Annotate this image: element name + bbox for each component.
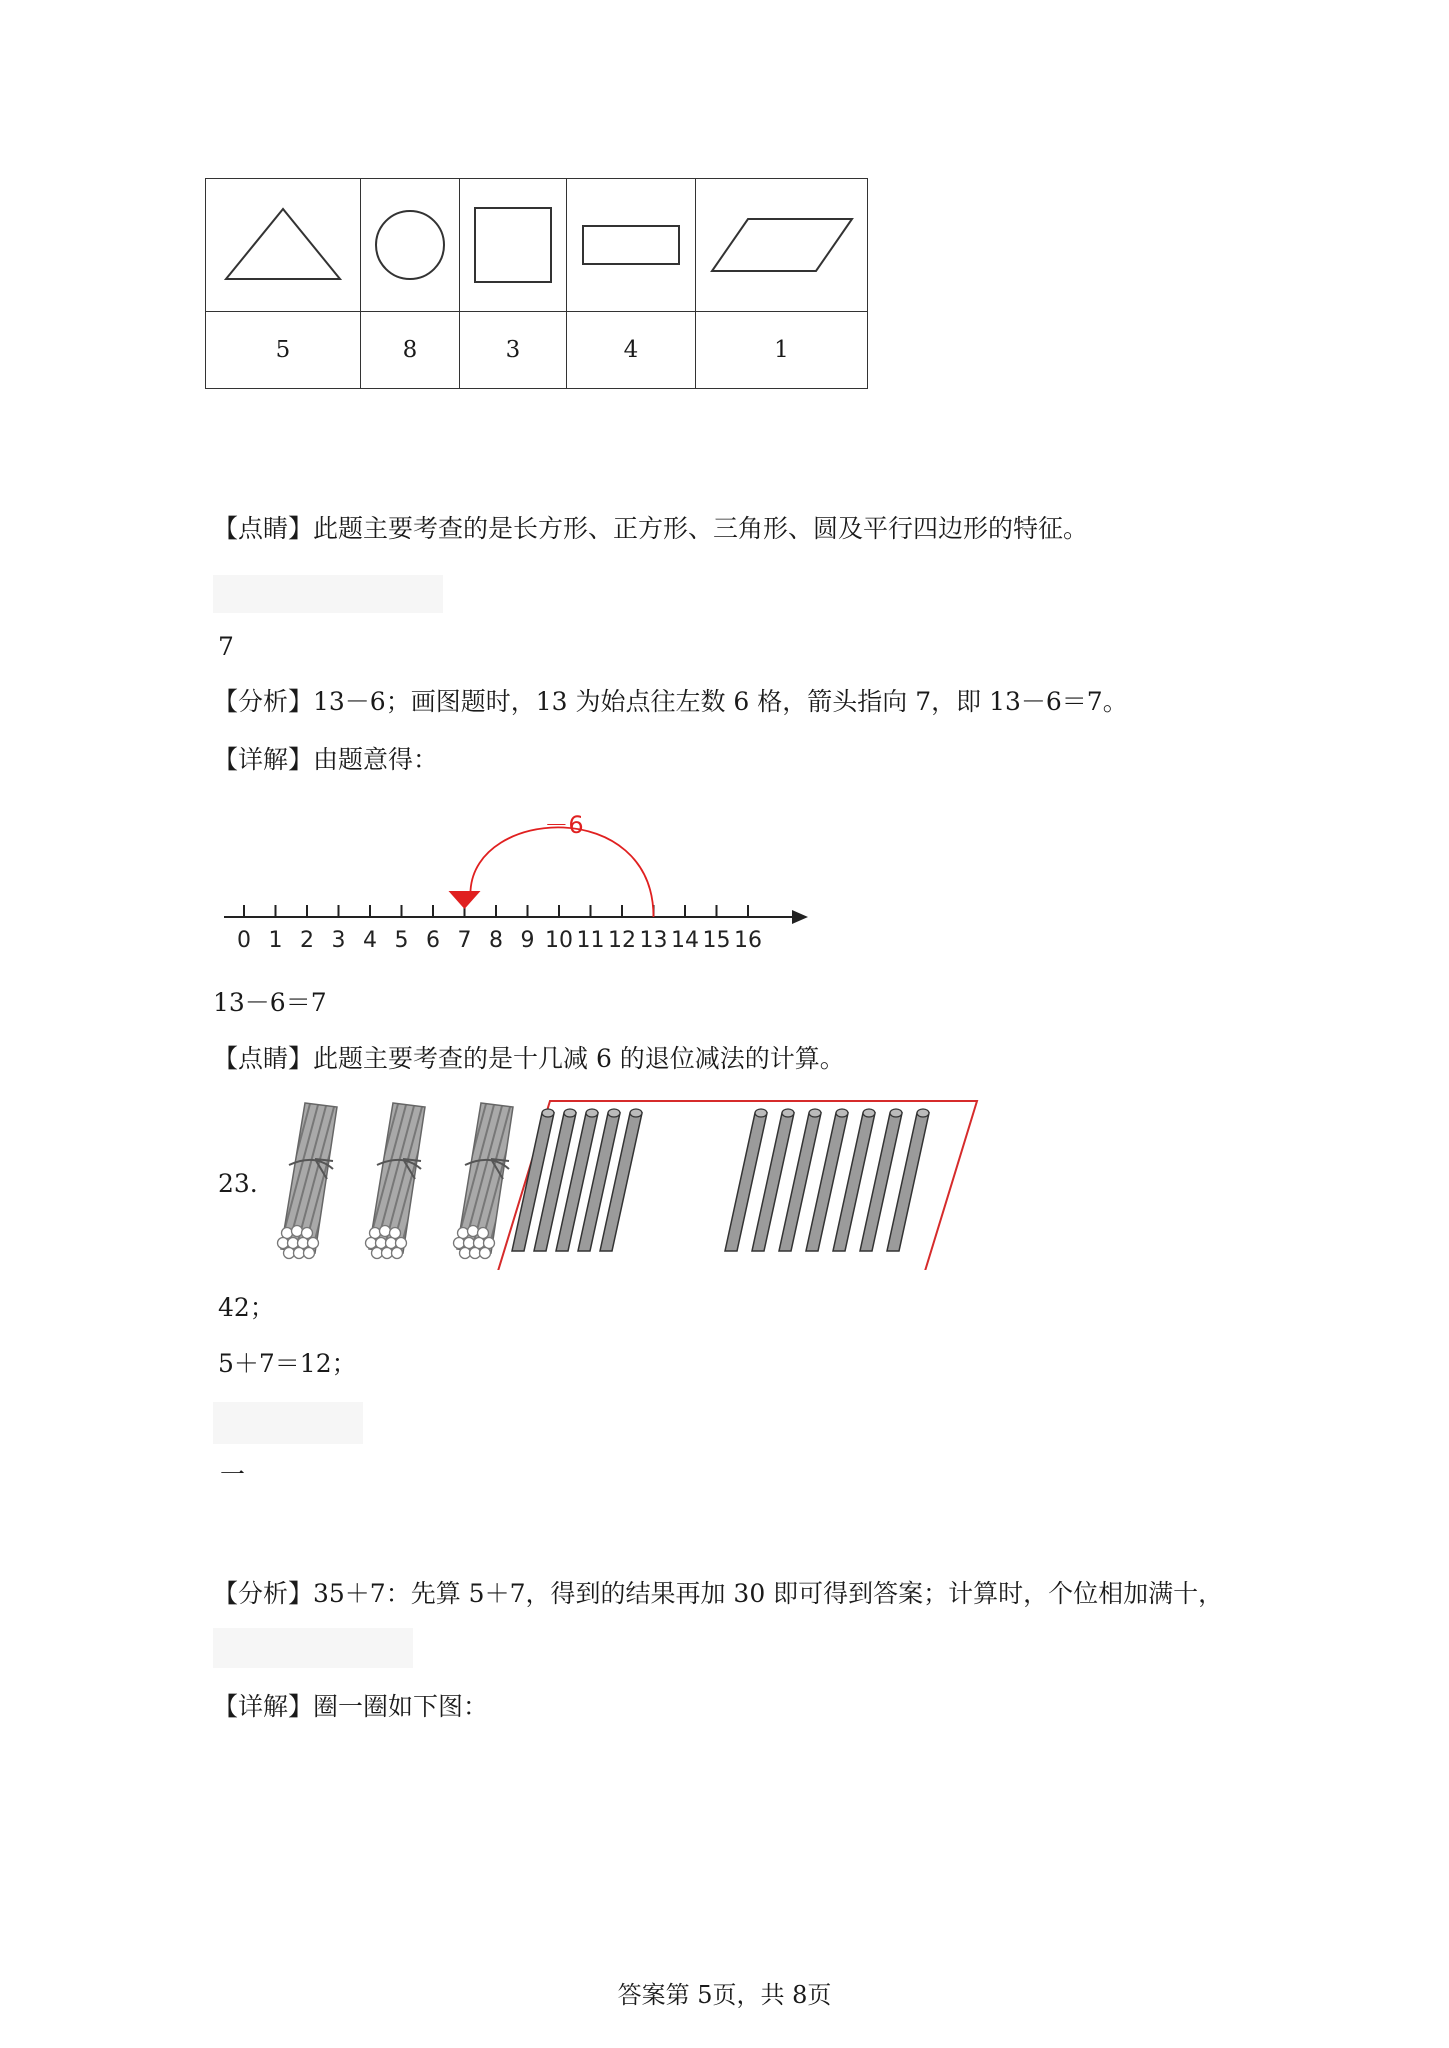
shape-row [206,179,868,312]
square-icon [471,205,555,285]
circle-cell [361,179,460,312]
stick-end [917,1109,929,1117]
square-cell [460,179,567,312]
stick-end [630,1109,642,1117]
redacted-block [213,1402,363,1444]
stick-bundle [454,1103,514,1259]
stick-bundle [366,1103,426,1259]
stick-end [390,1228,401,1239]
tick-label: 3 [331,928,346,953]
redacted-block [213,1628,413,1668]
triangle-count: 5 [206,312,361,389]
stick-end [308,1238,319,1249]
stick-end [468,1226,479,1237]
stick-end [396,1238,407,1249]
redacted-block [213,575,443,613]
stick-end [890,1109,902,1117]
stick-end [863,1109,875,1117]
q23-answer-2: 5＋7＝12； [218,1349,357,1378]
shapes-count-table [205,178,868,389]
tick-label: 8 [489,928,503,953]
q22-answer: 7 [218,632,234,661]
stick-end [564,1109,576,1117]
stick-end [292,1226,303,1237]
stick-end [380,1226,391,1237]
q23-answer-1: 42； [218,1293,275,1322]
axis-arrowhead-icon [792,910,808,924]
stick-end [809,1109,821,1117]
parallelogram-icon [708,215,856,275]
q22-detail-intro: 【详解】由题意得： [213,745,439,774]
circle-icon [370,205,450,285]
stick-end [304,1248,315,1259]
tick-label: 1 [268,928,283,953]
parallelogram-cell [696,179,868,312]
tick-label: 9 [520,928,535,953]
rectangle-count: 4 [567,312,696,389]
q22-comment: 【点睛】此题主要考查的是十几减 6 的退位减法的计算。 [213,1044,845,1073]
count-row [206,312,868,389]
stick-end [484,1238,495,1249]
shapes-comment: 【点睛】此题主要考查的是长方形、正方形、三角形、圆及平行四边形的特征。 [213,514,1089,543]
stick-end [542,1109,554,1117]
square-count: 3 [460,312,567,389]
tick-label: 2 [300,928,314,953]
q22-equation: 13－6＝7 [213,988,327,1017]
stick-end [782,1109,794,1117]
parallelogram-count: 1 [696,312,868,389]
page-footer: 答案第 5页，共 8页 [617,1981,832,2009]
triangle-icon [218,205,348,285]
stick-end [480,1248,491,1259]
tick-label: 10 [545,928,573,953]
q23-answer-3: 一 [220,1460,246,1489]
number-line-diagram [220,805,810,955]
q23-number: 23. [218,1169,258,1198]
stick-end [836,1109,848,1117]
q22-analysis: 【分析】13－6；画图题时，13 为始点往左数 6 格，箭头指向 7，即 13－6＝7。 [213,687,1128,716]
circle-count: 8 [361,312,460,389]
tick-label: 7 [457,928,472,953]
stick-end [608,1109,620,1117]
rectangle-cell [567,179,696,312]
tick-label: 13 [639,928,668,953]
tick-label: 5 [394,928,409,953]
q23-analysis: 【分析】35＋7：先算 5＋7，得到的结果再加 30 即可得到答案；计算时，个位相加满十， [213,1579,1224,1608]
tick-label: 12 [608,928,636,953]
stick-end [458,1228,469,1239]
tick-label: 6 [426,928,440,953]
tick-label: 4 [363,928,377,953]
triangle-cell [206,179,361,312]
tick-label: 0 [237,928,251,953]
jump-arc [471,827,654,917]
stick-end [478,1228,489,1239]
stick-end [282,1228,293,1239]
tick-label: 11 [576,928,605,953]
jump-arrowhead-icon [449,891,481,909]
stick-end [755,1109,767,1117]
q23-detail-intro: 【详解】圈一圈如下图： [213,1692,489,1721]
sticks-diagram [265,1095,985,1270]
tick-label: 15 [702,928,731,953]
stick-bundle [278,1103,338,1259]
stick-end [392,1248,403,1259]
stick-end [370,1228,381,1239]
jump-label: －6 [544,811,584,839]
stick-end [586,1109,598,1117]
rectangle-icon [579,220,683,270]
tick-label: 16 [734,928,762,953]
tick-label: 14 [671,928,699,953]
stick-end [302,1228,313,1239]
